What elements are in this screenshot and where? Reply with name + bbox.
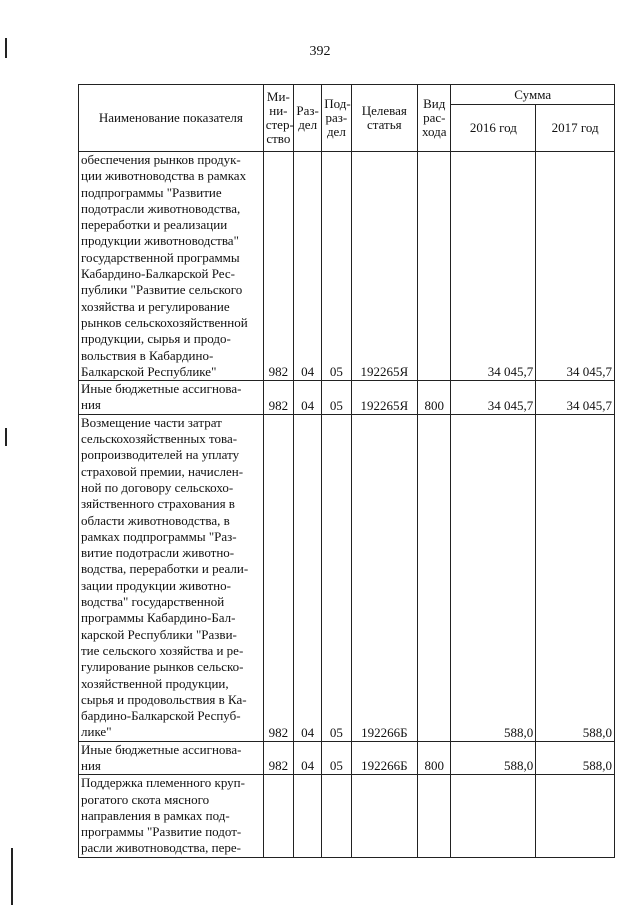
- row-section: 04: [294, 414, 322, 741]
- row-name: обеспечения рынков продук- ции животноводства в рамках подпрограммы "Развитие подотрасли животноводства, переработки и реализации продукции животноводства" государственной программы Кабардино-Балкарской Рес- публики "Развитие сельского хозяйства и регулирование рынков сельскохозяйственной продукции, сырья и продо- вольствия в Кабардино- Балкарской Республике": [79, 152, 264, 381]
- row-sum-2017: 34 045,7: [536, 152, 615, 381]
- row-subsection: 05: [322, 381, 351, 415]
- table-row: [79, 741, 615, 775]
- budget-table: [78, 84, 615, 858]
- scan-edge-mark-top: [5, 38, 7, 58]
- row-sum-2017: 588,0: [536, 414, 615, 741]
- row-expense-type: [418, 775, 451, 857]
- header-sum: Сумма: [451, 85, 615, 105]
- row-section: 04: [294, 152, 322, 381]
- row-subsection: 05: [322, 152, 351, 381]
- row-sum-2016: 34 045,7: [451, 152, 536, 381]
- row-subsection: 05: [322, 414, 351, 741]
- row-expense-type: [418, 152, 451, 381]
- header-target: Целевая статья: [351, 85, 418, 152]
- row-sum-2016: 588,0: [451, 741, 536, 775]
- scan-edge-mark-bottom: [11, 848, 13, 905]
- row-expense-type: [418, 414, 451, 741]
- row-name: Иные бюджетные ассигнова- ния: [79, 741, 264, 775]
- row-subsection: [322, 775, 351, 857]
- row-ministry: [263, 775, 293, 857]
- table-row: [79, 152, 615, 381]
- table-row: [79, 775, 615, 857]
- header-year-2017: 2017 год: [536, 105, 615, 152]
- page-number: 392: [309, 44, 331, 59]
- row-sum-2016: [451, 775, 536, 857]
- row-sum-2017: 34 045,7: [536, 381, 615, 415]
- row-sum-2017: [536, 775, 615, 857]
- row-ministry: 982: [263, 741, 293, 775]
- row-subsection: 05: [322, 741, 351, 775]
- table-row: [79, 381, 615, 415]
- row-sum-2017: 588,0: [536, 741, 615, 775]
- header-section: Раз- дел: [294, 85, 322, 152]
- row-name: Иные бюджетные ассигнова- ния: [79, 381, 264, 415]
- row-target: 192265Я: [351, 152, 418, 381]
- header-ministry: Ми- ни- стер- ство: [263, 85, 293, 152]
- table-row: [79, 414, 615, 741]
- row-ministry: 982: [263, 414, 293, 741]
- row-sum-2016: 34 045,7: [451, 381, 536, 415]
- row-sum-2016: 588,0: [451, 414, 536, 741]
- header-name: Наименование показателя: [79, 85, 264, 152]
- table-body: [79, 152, 615, 858]
- row-section: 04: [294, 381, 322, 415]
- row-expense-type: 800: [418, 381, 451, 415]
- scan-edge-mark-middle: [5, 428, 7, 446]
- table-header: [79, 85, 615, 152]
- header-expense-type: Вид рас- хода: [418, 85, 451, 152]
- row-ministry: 982: [263, 152, 293, 381]
- row-expense-type: 800: [418, 741, 451, 775]
- header-subsection: Под- раз- дел: [322, 85, 351, 152]
- row-name: Поддержка племенного круп- рогатого скота мясного направления в рамках под- программы "Развитие подот- расли животноводства, пере-: [79, 775, 264, 857]
- row-target: 192266Б: [351, 741, 418, 775]
- row-target: 192265Я: [351, 381, 418, 415]
- row-target: 192266Б: [351, 414, 418, 741]
- row-name: Возмещение части затрат сельскохозяйственных това- ропроизводителей на уплату страховой премии, начислен- ной по договору сельскохо- зяйственного страхования в области животноводства, в рамках подпрограммы "Раз- витие подотрасли животно- водства, переработки и реали- зации продукции животно- водства" государственной программы Кабардино-Бал- карской Республики "Разви- тие сельского хозяйства и ре- гулирование рынков сельско- хозяйственной продукции, сырья и продовольствия в Ка- бардино-Балкарской Респуб- лике": [79, 414, 264, 741]
- header-year-2016: 2016 год: [451, 105, 536, 152]
- row-ministry: 982: [263, 381, 293, 415]
- row-section: 04: [294, 741, 322, 775]
- row-target: [351, 775, 418, 857]
- row-section: [294, 775, 322, 857]
